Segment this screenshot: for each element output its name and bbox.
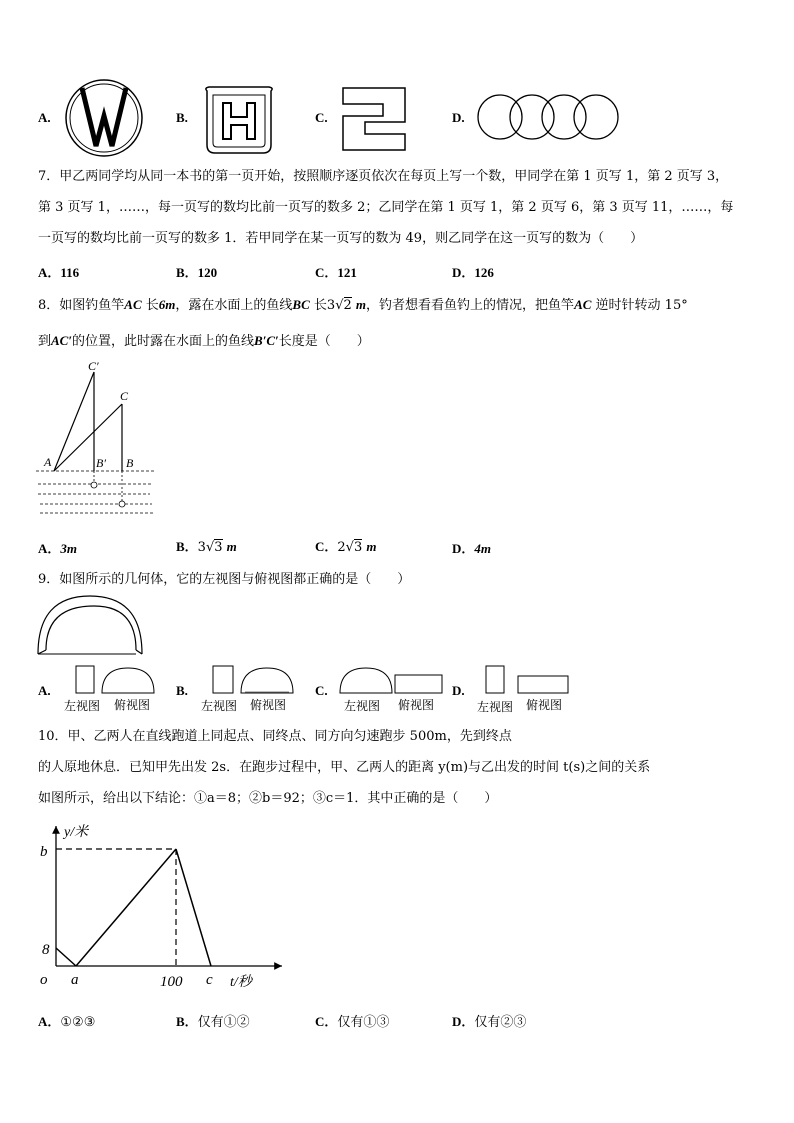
q9-option-d-left-view: 左视图 bbox=[477, 700, 514, 714]
q8-fig-label-b: B bbox=[126, 456, 134, 470]
q8-radicand: 2 bbox=[343, 298, 352, 313]
q8-fig-label-c: C bbox=[120, 389, 129, 403]
q8-coef: 3 bbox=[326, 298, 336, 313]
q9-option-b-label[interactable]: B. bbox=[176, 683, 188, 698]
q8-option-a-value: 3m bbox=[60, 541, 78, 556]
q7-option-b-value: 120 bbox=[197, 265, 218, 280]
q9-option-a-top-view: 俯视图 bbox=[114, 698, 151, 712]
q6-option-b-figure bbox=[201, 85, 277, 155]
q6-option-c-figure bbox=[341, 86, 407, 152]
q6-option-b-label[interactable]: B. bbox=[176, 110, 188, 125]
q8-fig-label-a: A bbox=[44, 455, 52, 469]
q9-option-d-figure bbox=[484, 664, 574, 696]
q10-option-d[interactable] bbox=[452, 1011, 526, 1030]
q8-bpcp: B′C′ bbox=[254, 333, 279, 348]
q10-graph-segment bbox=[76, 849, 176, 966]
q8-fig-label-bp: B′ bbox=[96, 456, 106, 470]
q8-length-6m: 6m bbox=[158, 297, 176, 312]
q10-graph-label-o: o bbox=[40, 972, 48, 988]
q7-option-a-value: 116 bbox=[60, 265, 80, 280]
q8-option-d-value: 4m bbox=[474, 541, 492, 556]
q8-figure bbox=[34, 358, 164, 518]
sqrt-symbol: √ bbox=[345, 540, 354, 555]
q9-option-c-label[interactable]: C. bbox=[315, 683, 328, 698]
q10-option-b-value: 仅有①② bbox=[197, 1015, 250, 1030]
q8-text: ，露在水面上的鱼线 bbox=[175, 298, 293, 313]
q10-option-d-label: D． bbox=[452, 1014, 475, 1029]
q10-option-a-value: ①②③ bbox=[60, 1015, 96, 1030]
q7-option-c-label: C． bbox=[315, 265, 338, 280]
q8-option-b-radicand: 3 bbox=[214, 540, 223, 555]
q7-line-1: 7．甲乙两同学均从同一本书的第一页开始，按照顺序逐页依次在每页上写一个数，甲同学在第 1 页写 1，第 2 页写 3， bbox=[38, 169, 729, 184]
q10-line-1: 10．甲、乙两人在直线跑道上同起点、同终点、同方向匀速跑步 500m，先到终点 bbox=[38, 729, 512, 744]
q9-option-a-left-view: 左视图 bbox=[64, 699, 101, 713]
q9-option-b-top-view: 俯视图 bbox=[250, 698, 287, 712]
q10-option-b-label: B． bbox=[176, 1014, 198, 1029]
q10-graph-label-a: a bbox=[71, 972, 79, 988]
q9-option-d-label[interactable]: D. bbox=[452, 683, 465, 698]
q9-option-c-top-view: 俯视图 bbox=[398, 698, 435, 712]
q7-option-a[interactable] bbox=[38, 262, 79, 281]
q10-graph-label-b: b bbox=[40, 844, 48, 860]
q8-option-a-label: A． bbox=[38, 541, 61, 556]
q8-option-c-label: C． bbox=[315, 539, 338, 554]
q8-option-d-label: D． bbox=[452, 541, 475, 556]
q10-graph-xlabel: t/秒 bbox=[230, 975, 252, 990]
q6-option-d-figure bbox=[476, 92, 622, 142]
q8-text: 8．如图钓鱼竿 bbox=[38, 298, 125, 313]
sqrt-symbol: √ bbox=[335, 298, 344, 313]
q6-option-c-label[interactable]: C. bbox=[315, 110, 328, 125]
q10-line-3: 如图所示，给出以下结论：①a＝8；②b＝92；③c＝1．其中正确的是（ ） bbox=[38, 791, 498, 806]
q10-graph-segment bbox=[56, 948, 76, 966]
q9-option-c-figure bbox=[338, 664, 446, 696]
q8-text: 长度是（ ） bbox=[278, 334, 370, 349]
q8-bc: BC bbox=[292, 297, 310, 312]
q10-graph-label-8: 8 bbox=[42, 942, 50, 958]
q10-option-b[interactable] bbox=[176, 1011, 250, 1030]
q8-option-d[interactable] bbox=[452, 538, 491, 557]
q10-option-c-value: 仅有①③ bbox=[337, 1015, 390, 1030]
q7-option-d-value: 126 bbox=[474, 265, 494, 280]
q8-option-c-unit: m bbox=[366, 539, 377, 554]
q8-option-b-label: B． bbox=[176, 539, 198, 554]
q8-option-a[interactable] bbox=[38, 538, 77, 557]
q6-option-d-label[interactable]: D. bbox=[452, 110, 465, 125]
q7-option-d[interactable] bbox=[452, 262, 494, 281]
q10-option-a-label: A． bbox=[38, 1014, 61, 1029]
q9-option-b-left-view: 左视图 bbox=[201, 699, 238, 713]
q7-option-d-label: D． bbox=[452, 265, 475, 280]
q8-text: 逆时针转动 15° bbox=[595, 298, 688, 313]
q8-text: ，钓者想看看鱼钓上的情况，把鱼竿 bbox=[366, 298, 575, 313]
q6-option-a-figure bbox=[64, 78, 144, 158]
q10-graph-label-c: c bbox=[206, 972, 213, 988]
q10-graph bbox=[30, 820, 290, 992]
q10-line-2: 的人原地休息．已知甲先出发 2s．在跑步过程中，甲、乙两人的距离 y(m)与乙出发的时间 t(s)之间的关系 bbox=[38, 760, 651, 775]
q8-line-2 bbox=[38, 334, 370, 348]
q8-ac: AC bbox=[124, 297, 142, 312]
q7-line-3: 一页写的数均比前一页写的数多 1．若甲同学在某一页写的数为 49，则乙同学在这一页写的数为（ ） bbox=[38, 231, 644, 246]
q8-text: 长 bbox=[313, 298, 327, 313]
q10-option-c-label: C． bbox=[315, 1014, 338, 1029]
q8-option-c-radicand: 3 bbox=[353, 540, 363, 555]
q9-option-b-figure bbox=[211, 664, 295, 696]
q9-option-c-left-view: 左视图 bbox=[344, 699, 381, 713]
q7-option-b-label: B． bbox=[176, 265, 198, 280]
q9-option-a-figure bbox=[74, 664, 156, 696]
q10-option-d-value: 仅有②③ bbox=[474, 1015, 527, 1030]
q9-solid-figure bbox=[36, 594, 146, 658]
q7-option-a-label: A． bbox=[38, 265, 61, 280]
q6-option-a-label[interactable]: A. bbox=[38, 110, 51, 125]
q8-line-1 bbox=[38, 298, 688, 312]
q8-option-c[interactable] bbox=[315, 536, 377, 555]
q7-line-2: 第 3 页写 1，……，每一页写的数均比前一页写的数多 2；乙同学在第 1 页写 1，第 2 页写 6，第 3 页写 11，……，每 bbox=[38, 200, 734, 215]
q7-option-c-value: 121 bbox=[337, 265, 357, 280]
q8-text: 长 bbox=[145, 298, 159, 313]
q8-text: 的位置，此时露在水面上的鱼线 bbox=[72, 334, 255, 349]
q8-option-b-unit: m bbox=[226, 539, 237, 554]
q8-option-b-coef: 3 bbox=[197, 540, 206, 555]
q8-option-c-coef: 2 bbox=[337, 540, 346, 555]
q8-acp: AC′ bbox=[51, 333, 73, 348]
q9-option-a-label[interactable]: A. bbox=[38, 683, 51, 698]
q8-text: 到 bbox=[38, 334, 52, 349]
q8-fig-label-cp: C′ bbox=[88, 359, 99, 373]
q10-graph-ylabel: y/米 bbox=[64, 825, 89, 840]
q8-option-b[interactable] bbox=[176, 536, 237, 555]
q8-ac: AC bbox=[574, 297, 592, 312]
q9-option-d-top-view: 俯视图 bbox=[526, 698, 563, 712]
sqrt-symbol: √ bbox=[205, 540, 215, 555]
q10-graph-segment bbox=[176, 849, 211, 966]
q7-option-c[interactable] bbox=[315, 262, 357, 281]
q7-option-b[interactable] bbox=[176, 262, 217, 281]
q9-text: 9．如图所示的几何体，它的左视图与俯视图都正确的是（ ） bbox=[38, 572, 411, 587]
q10-option-a[interactable] bbox=[38, 1011, 95, 1030]
q10-graph-label-100: 100 bbox=[160, 974, 183, 990]
q8-unit: m bbox=[355, 297, 367, 312]
q10-option-c[interactable] bbox=[315, 1011, 389, 1030]
